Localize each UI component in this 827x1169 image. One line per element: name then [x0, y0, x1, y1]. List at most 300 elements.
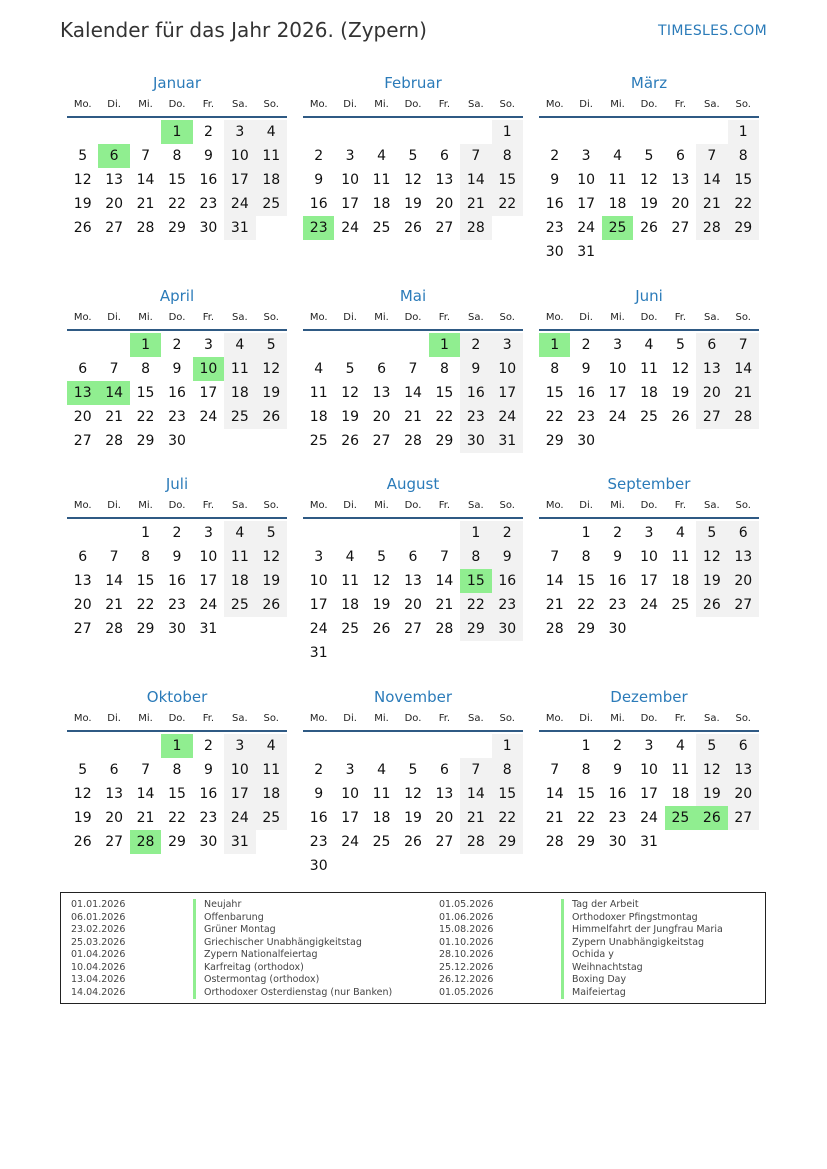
weekday-label: So.	[263, 713, 279, 724]
day-cell: 8	[492, 144, 523, 168]
day-cell: 1	[492, 120, 523, 144]
day-cell: 1	[141, 525, 151, 541]
day-cell: 17	[224, 782, 255, 806]
day-cell: 22	[492, 192, 523, 216]
empty-cell	[130, 734, 161, 758]
day-cell: 6	[377, 361, 387, 377]
day-cell: 11	[224, 357, 255, 381]
day-cell: 27	[404, 621, 422, 637]
day-cell: 15	[460, 569, 491, 593]
empty-cell	[67, 521, 98, 545]
day-cell: 23	[199, 196, 218, 212]
month-name: April	[159, 287, 195, 305]
day-cell: 20	[73, 409, 92, 425]
day-cell: 12	[256, 545, 287, 569]
day-cell: 11	[671, 549, 690, 565]
month-3	[539, 73, 759, 264]
day-cell: 6	[78, 549, 88, 565]
day-cell: 26	[256, 593, 287, 617]
day-cell: 24	[309, 621, 328, 637]
day-cell: 21	[105, 597, 124, 613]
brand-link[interactable]: TIMESLES.COM	[658, 23, 767, 39]
day-cell: 22	[728, 192, 759, 216]
day-cell: 27	[73, 621, 92, 637]
day-cell: 17	[224, 168, 255, 192]
day-cell: 5	[256, 521, 287, 545]
legend-column-left	[71, 899, 411, 999]
day-cell: 22	[168, 196, 186, 212]
weekday-label: Sa.	[703, 500, 720, 511]
empty-cell	[303, 120, 334, 144]
holiday-name: Boxing Day	[561, 974, 626, 987]
day-cell: 9	[581, 361, 591, 377]
day-cell: 28	[460, 830, 491, 854]
day-cell: 9	[460, 357, 491, 381]
day-cell: 20	[73, 597, 92, 613]
day-cell: 5	[377, 549, 387, 565]
weekday-label: Mo.	[73, 99, 92, 110]
weekday-label: Mi.	[610, 99, 625, 110]
day-cell: 2	[314, 148, 324, 164]
day-cell: 26	[671, 409, 690, 425]
day-cell: 9	[550, 172, 560, 188]
day-cell: 24	[199, 409, 218, 425]
day-cell: 21	[404, 409, 422, 425]
day-cell: 19	[671, 385, 690, 401]
day-cell: 18	[671, 573, 690, 589]
empty-cell	[98, 333, 129, 357]
day-cell: 1	[429, 333, 460, 357]
weekday-label: Sa.	[467, 312, 484, 323]
weekday-label: Do.	[640, 713, 658, 724]
weekday-label: Mo.	[309, 312, 328, 323]
day-cell: 3	[644, 738, 654, 754]
day-cell: 16	[199, 172, 218, 188]
holiday-date: 01.05.2026	[439, 986, 494, 998]
empty-cell	[67, 333, 98, 357]
weekday-label: Mi.	[138, 713, 153, 724]
day-cell: 27	[728, 806, 759, 830]
holiday-legend	[60, 892, 766, 1004]
day-cell: 13	[728, 545, 759, 569]
weekday-label: Fr.	[674, 713, 687, 724]
holiday-name: Offenbarung	[193, 912, 264, 925]
day-cell: 16	[168, 385, 186, 401]
empty-cell	[570, 120, 601, 144]
weekday-label: Do.	[404, 500, 422, 511]
day-cell: 13	[372, 385, 391, 401]
day-cell: 14	[460, 168, 491, 192]
day-cell: 5	[644, 148, 654, 164]
holiday-name: Griechischer Unabhängigkeitstag	[193, 937, 362, 950]
day-cell: 3	[345, 762, 355, 778]
weekday-label: Mi.	[374, 713, 389, 724]
holiday-name: Ostermontag (orthodox)	[193, 974, 319, 987]
day-cell: 14	[404, 385, 422, 401]
weekday-label: Fr.	[674, 99, 687, 110]
day-cell: 16	[608, 573, 627, 589]
month-9	[539, 474, 759, 641]
holiday-name: Orthodoxer Pfingstmontag	[561, 912, 698, 925]
day-cell: 27	[728, 593, 759, 617]
month-1	[67, 73, 287, 240]
day-cell: 29	[168, 834, 186, 850]
day-cell: 31	[224, 830, 255, 854]
weekday-label: Mi.	[610, 713, 625, 724]
day-grid	[539, 120, 759, 264]
weekday-header	[67, 711, 287, 732]
day-cell: 4	[256, 120, 287, 144]
day-cell: 24	[640, 810, 658, 826]
day-cell: 10	[193, 357, 224, 381]
day-cell: 10	[341, 172, 360, 188]
legend-row	[439, 937, 759, 950]
empty-cell	[665, 120, 696, 144]
day-grid	[539, 521, 759, 641]
weekday-label: Di.	[107, 500, 121, 511]
day-cell: 14	[105, 573, 124, 589]
weekday-label: Do.	[404, 713, 422, 724]
weekday-label: Mi.	[374, 312, 389, 323]
legend-row	[439, 912, 759, 925]
empty-cell	[397, 734, 428, 758]
empty-cell	[98, 734, 129, 758]
month-name: März	[630, 74, 668, 92]
day-cell: 2	[172, 337, 182, 353]
month-10	[67, 687, 287, 854]
day-cell: 23	[168, 597, 186, 613]
day-cell: 29	[136, 433, 155, 449]
holiday-date: 15.08.2026	[439, 924, 494, 935]
empty-cell	[130, 120, 161, 144]
holiday-name: Ochida y	[561, 949, 614, 962]
weekday-header	[67, 97, 287, 118]
day-cell: 14	[545, 786, 564, 802]
month-name: Juli	[165, 475, 189, 493]
day-cell: 19	[640, 196, 658, 212]
day-cell: 28	[105, 621, 124, 637]
day-cell: 18	[608, 196, 627, 212]
weekday-label: Mo.	[309, 500, 328, 511]
day-cell: 11	[309, 385, 328, 401]
weekday-label: Di.	[107, 99, 121, 110]
day-cell: 24	[341, 834, 360, 850]
day-cell: 16	[199, 786, 218, 802]
day-cell: 6	[675, 148, 685, 164]
day-cell: 10	[608, 361, 627, 377]
day-cell: 10	[640, 762, 658, 778]
holiday-name: Grüner Montag	[193, 924, 276, 937]
day-cell: 26	[73, 220, 92, 236]
day-cell: 12	[404, 786, 422, 802]
day-cell: 25	[224, 593, 255, 617]
day-cell: 2	[581, 337, 591, 353]
day-cell: 9	[172, 549, 182, 565]
day-cell: 29	[577, 621, 596, 637]
empty-cell	[67, 120, 98, 144]
day-cell: 5	[345, 361, 355, 377]
legend-row	[71, 924, 411, 937]
day-cell: 18	[372, 810, 391, 826]
day-cell: 29	[168, 220, 186, 236]
day-cell: 19	[256, 381, 287, 405]
day-cell: 15	[168, 786, 186, 802]
day-cell: 4	[377, 148, 387, 164]
month-name: Mai	[399, 287, 427, 305]
day-cell: 9	[203, 148, 213, 164]
day-cell: 16	[492, 569, 523, 593]
day-cell: 19	[73, 196, 92, 212]
day-cell: 13	[67, 381, 98, 405]
day-cell: 2	[314, 762, 324, 778]
day-cell: 17	[492, 381, 523, 405]
day-cell: 29	[492, 830, 523, 854]
day-cell: 21	[545, 597, 564, 613]
day-cell: 28	[105, 433, 124, 449]
weekday-label: Mi.	[138, 312, 153, 323]
day-cell: 21	[105, 409, 124, 425]
day-cell: 25	[256, 192, 287, 216]
holiday-date: 13.04.2026	[71, 974, 126, 985]
day-cell: 1	[460, 521, 491, 545]
day-cell: 8	[581, 762, 591, 778]
month-name: Februar	[384, 74, 442, 92]
holiday-date: 01.04.2026	[71, 949, 126, 960]
empty-cell	[334, 333, 365, 357]
day-grid	[67, 120, 287, 240]
weekday-label: Fr.	[438, 713, 451, 724]
day-cell: 19	[696, 569, 727, 593]
day-cell: 17	[341, 810, 360, 826]
holiday-date: 25.03.2026	[71, 936, 126, 948]
day-cell: 28	[545, 621, 564, 637]
day-cell: 5	[78, 148, 88, 164]
day-cell: 28	[130, 830, 161, 854]
empty-cell	[366, 333, 397, 357]
day-cell: 7	[141, 762, 151, 778]
day-cell: 3	[581, 148, 591, 164]
day-cell: 11	[671, 762, 690, 778]
day-cell: 4	[256, 734, 287, 758]
day-cell: 14	[460, 782, 491, 806]
weekday-label: Di.	[579, 713, 593, 724]
empty-cell	[429, 734, 460, 758]
month-6	[539, 286, 759, 453]
month-name: Januar	[153, 74, 201, 92]
day-cell: 21	[460, 192, 491, 216]
holiday-name: Himmelfahrt der Jungfrau Maria	[561, 924, 723, 937]
day-cell: 5	[256, 333, 287, 357]
day-cell: 18	[309, 409, 328, 425]
weekday-label: Di.	[107, 713, 121, 724]
day-cell: 23	[492, 593, 523, 617]
day-cell: 26	[696, 593, 727, 617]
day-cell: 18	[256, 782, 287, 806]
weekday-label: Fr.	[202, 99, 215, 110]
day-cell: 30	[199, 220, 218, 236]
weekday-label: Sa.	[231, 312, 248, 323]
day-cell: 29	[460, 617, 491, 641]
holiday-name: Weihnachtstag	[561, 962, 643, 975]
day-grid	[67, 521, 287, 641]
day-cell: 4	[224, 333, 255, 357]
weekday-label: Mo.	[545, 312, 564, 323]
weekday-label: So.	[735, 713, 751, 724]
empty-cell	[397, 120, 428, 144]
month-7	[67, 474, 287, 641]
weekday-label: Mi.	[374, 500, 389, 511]
weekday-label: Fr.	[438, 99, 451, 110]
day-cell: 13	[696, 357, 727, 381]
day-cell: 20	[404, 597, 422, 613]
day-cell: 23	[608, 810, 627, 826]
empty-cell	[303, 521, 334, 545]
empty-cell	[602, 120, 633, 144]
day-cell: 12	[341, 385, 360, 401]
day-cell: 9	[613, 549, 623, 565]
empty-cell	[366, 120, 397, 144]
day-cell: 2	[203, 124, 213, 140]
day-cell: 25	[372, 220, 391, 236]
holiday-name: Zypern Unabhängigkeitstag	[561, 937, 704, 950]
day-cell: 14	[136, 786, 155, 802]
day-cell: 7	[439, 549, 449, 565]
day-cell: 16	[545, 196, 564, 212]
day-cell: 16	[577, 385, 596, 401]
day-cell: 6	[439, 148, 449, 164]
day-cell: 25	[309, 433, 328, 449]
legend-row	[439, 899, 759, 912]
weekday-header	[539, 310, 759, 331]
day-cell: 29	[435, 433, 454, 449]
day-cell: 7	[141, 148, 151, 164]
holiday-date: 01.10.2026	[439, 936, 494, 948]
empty-cell	[460, 734, 491, 758]
day-cell: 20	[435, 196, 454, 212]
day-cell: 3	[314, 549, 324, 565]
weekday-label: Sa.	[703, 713, 720, 724]
day-cell: 23	[199, 810, 218, 826]
day-cell: 23	[460, 405, 491, 429]
day-cell: 13	[435, 786, 454, 802]
day-cell: 27	[435, 220, 454, 236]
day-cell: 12	[372, 573, 391, 589]
day-cell: 11	[372, 786, 391, 802]
day-cell: 30	[492, 617, 523, 641]
day-cell: 21	[545, 810, 564, 826]
day-cell: 31	[577, 244, 596, 260]
day-cell: 14	[98, 381, 129, 405]
day-cell: 8	[172, 762, 182, 778]
day-grid	[303, 333, 523, 453]
holiday-date: 23.02.2026	[71, 924, 126, 935]
day-cell: 28	[728, 405, 759, 429]
day-cell: 1	[161, 734, 192, 758]
weekday-header	[539, 498, 759, 519]
day-cell: 13	[435, 172, 454, 188]
day-cell: 1	[539, 333, 570, 357]
day-grid	[303, 521, 523, 665]
weekday-label: Sa.	[703, 99, 720, 110]
weekday-label: So.	[499, 99, 515, 110]
day-cell: 22	[545, 409, 564, 425]
day-cell: 15	[545, 385, 564, 401]
month-11	[303, 687, 523, 878]
day-cell: 6	[728, 521, 759, 545]
day-cell: 5	[696, 734, 727, 758]
day-cell: 18	[224, 381, 255, 405]
legend-row	[71, 949, 411, 962]
empty-cell	[397, 521, 428, 545]
day-cell: 1	[581, 525, 591, 541]
weekday-label: Sa.	[231, 500, 248, 511]
day-cell: 18	[224, 569, 255, 593]
day-cell: 28	[696, 216, 727, 240]
holiday-date: 26.12.2026	[439, 974, 494, 985]
day-cell: 26	[404, 220, 422, 236]
month-4	[67, 286, 287, 453]
month-5	[303, 286, 523, 453]
weekday-label: Fr.	[202, 713, 215, 724]
day-cell: 26	[404, 834, 422, 850]
legend-row	[71, 899, 411, 912]
weekday-label: Mi.	[610, 500, 625, 511]
day-cell: 8	[728, 144, 759, 168]
day-cell: 12	[696, 758, 727, 782]
day-cell: 20	[372, 409, 391, 425]
empty-cell	[429, 120, 460, 144]
legend-row	[439, 962, 759, 975]
day-cell: 4	[377, 762, 387, 778]
weekday-label: Fr.	[202, 500, 215, 511]
day-cell: 19	[404, 810, 422, 826]
day-cell: 10	[341, 786, 360, 802]
day-cell: 18	[640, 385, 658, 401]
weekday-header	[303, 498, 523, 519]
day-cell: 4	[613, 148, 623, 164]
legend-row	[71, 987, 411, 1000]
day-cell: 5	[408, 762, 418, 778]
day-cell: 21	[136, 810, 155, 826]
weekday-label: Fr.	[438, 500, 451, 511]
day-cell: 2	[492, 521, 523, 545]
day-cell: 3	[203, 525, 213, 541]
day-cell: 30	[460, 429, 491, 453]
day-grid	[539, 734, 759, 854]
day-cell: 28	[460, 216, 491, 240]
day-cell: 10	[224, 144, 255, 168]
day-cell: 19	[341, 409, 360, 425]
day-cell: 30	[199, 834, 218, 850]
day-cell: 14	[696, 168, 727, 192]
day-cell: 19	[404, 196, 422, 212]
day-cell: 4	[224, 521, 255, 545]
day-cell: 5	[78, 762, 88, 778]
day-cell: 3	[613, 337, 623, 353]
day-cell: 13	[73, 573, 92, 589]
day-cell: 27	[105, 834, 124, 850]
day-cell: 24	[640, 597, 658, 613]
empty-cell	[429, 521, 460, 545]
holiday-date: 01.01.2026	[71, 899, 126, 910]
day-cell: 10	[492, 357, 523, 381]
weekday-label: Mo.	[545, 99, 564, 110]
day-cell: 12	[640, 172, 658, 188]
day-cell: 17	[199, 573, 218, 589]
day-cell: 5	[675, 337, 685, 353]
day-cell: 4	[644, 337, 654, 353]
day-cell: 2	[550, 148, 560, 164]
